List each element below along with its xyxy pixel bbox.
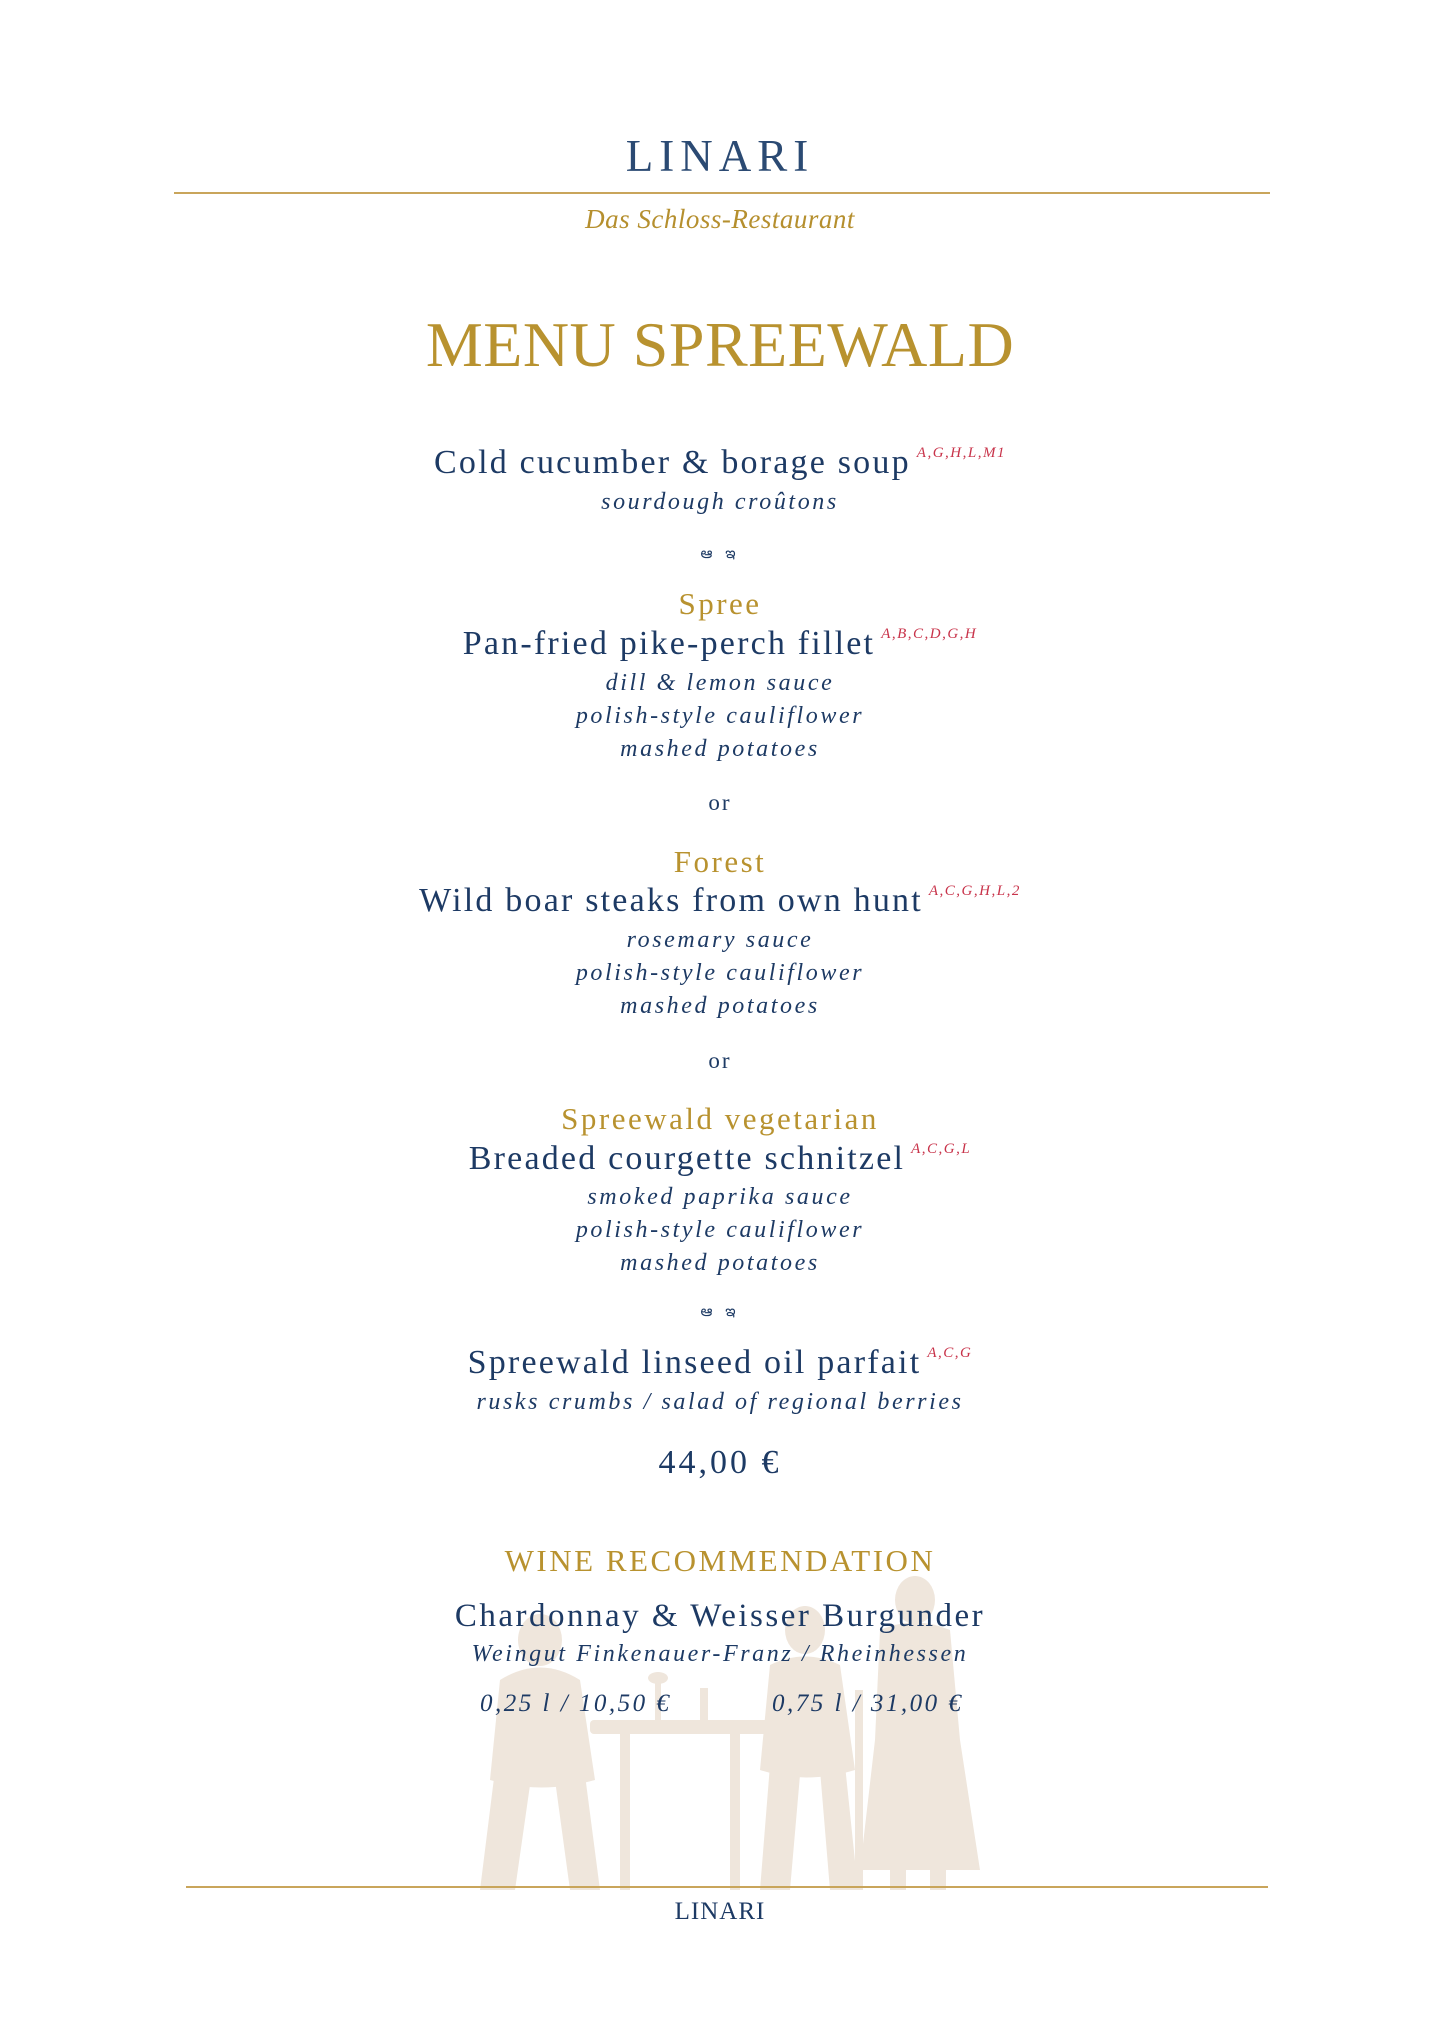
brand-subtitle: Das Schloss-Restaurant: [585, 204, 855, 234]
dish-description: polish-style cauliflower: [575, 703, 865, 729]
menu-price: 44,00 €: [658, 1444, 782, 1481]
wine-recommendation-heading: WINE RECOMMENDATION: [504, 1543, 936, 1578]
dish-name-text: Wild boar steaks from own hunt: [419, 882, 923, 919]
dish-description: mashed potatoes: [620, 1250, 820, 1276]
wine-name: Chardonnay & Weisser Burgunder: [454, 1598, 986, 1634]
or-separator: or: [708, 790, 732, 815]
menu-title: MENU SPREEWALD: [425, 309, 1015, 380]
allergen-codes: A,B,C,D,G,H: [881, 626, 978, 642]
dish-description: smoked paprika sauce: [587, 1184, 853, 1210]
dish-name-text: Breaded courgette schnitzel: [468, 1140, 906, 1177]
main-dish-name: [0, 625, 1440, 663]
wine-price-small: 0,25 l / 10,50 €: [480, 1690, 672, 1717]
starter-dish-name: [0, 444, 1440, 482]
dish-description: polish-style cauliflower: [575, 960, 865, 986]
footer-brand: LINARI: [674, 1898, 766, 1925]
starter-description: sourdough croûtons: [601, 489, 839, 515]
wine-origin: Weingut Finkenauer-Franz / Rheinhessen: [471, 1641, 969, 1667]
or-separator: or: [708, 1048, 732, 1073]
dish-name-text: Pan-fried pike-perch fillet: [462, 625, 876, 662]
ornament-divider: ఆ ఇ: [700, 1302, 740, 1320]
footer-divider: [186, 1886, 1268, 1888]
main-dish-name: [0, 882, 1440, 920]
dish-description: rosemary sauce: [626, 927, 814, 953]
dessert-dish-name: [0, 1344, 1440, 1382]
dish-name-text: Spreewald linseed oil parfait: [467, 1344, 922, 1381]
section-heading-vegetarian: Spreewald vegetarian: [561, 1101, 879, 1136]
dessert-description: rusks crumbs / salad of regional berries: [476, 1389, 964, 1415]
header-divider: [174, 192, 1270, 194]
allergen-codes: A,C,G,L: [911, 1141, 972, 1157]
allergen-codes: A,C,G: [927, 1345, 973, 1361]
dish-name-text: Cold cucumber & borage soup: [434, 444, 911, 481]
main-dish-name: [0, 1140, 1440, 1178]
dish-description: dill & lemon sauce: [605, 670, 835, 696]
allergen-codes: A,G,H,L,M1: [916, 445, 1006, 461]
ornament-divider: ఆ ఇ: [700, 544, 740, 562]
dish-description: mashed potatoes: [620, 736, 820, 762]
allergen-codes: A,C,G,H,L,2: [928, 883, 1021, 899]
wine-price-large: 0,75 l / 31,00 €: [772, 1690, 964, 1717]
dish-description: mashed potatoes: [620, 993, 820, 1019]
section-heading-spree: Spree: [678, 586, 762, 621]
section-heading-forest: Forest: [673, 844, 767, 879]
dish-description: polish-style cauliflower: [575, 1217, 865, 1243]
brand-title: LINARI: [625, 131, 815, 181]
